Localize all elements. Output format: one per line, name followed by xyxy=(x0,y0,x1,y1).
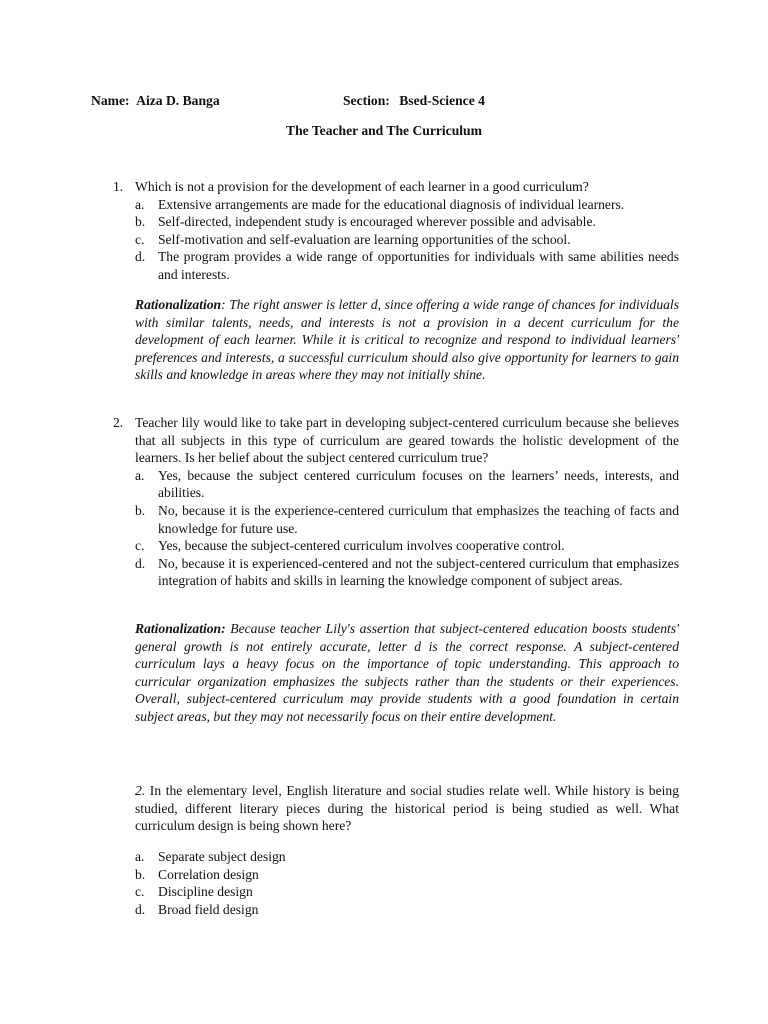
option-letter: d. xyxy=(135,901,146,917)
question-text: Teacher lily would like to take part in developing subject-centered curriculum because she believes that all subjects in this type of curriculum are geared towards the holistic development of the learners. Is her belief about the subject centered curriculum true? xyxy=(135,415,679,466)
option-letter: c. xyxy=(135,538,145,554)
option-a xyxy=(135,467,679,502)
section-label: Section: xyxy=(343,93,390,108)
name-label: Name: xyxy=(91,93,130,108)
rationale-label: Rationalization: xyxy=(135,621,226,636)
question-2 xyxy=(113,414,679,590)
option-d xyxy=(135,248,679,283)
option-text: Separate subject design xyxy=(158,849,286,864)
option-letter: c. xyxy=(135,884,145,900)
option-a xyxy=(135,848,535,866)
rationale-2 xyxy=(135,620,679,726)
option-text: Broad field design xyxy=(158,901,259,917)
option-letter: b. xyxy=(135,866,146,882)
question-number: 2. xyxy=(135,783,146,798)
option-text: Self-directed, independent study is encouraged wherever possible and advisable. xyxy=(158,214,596,230)
option-letter: d. xyxy=(135,555,146,571)
option-text: Yes, because the subject-centered curriculum involves cooperative control. xyxy=(158,538,565,554)
rationale-1 xyxy=(135,296,679,384)
rationale-label: Rationalization xyxy=(135,297,222,312)
document-title xyxy=(0,122,768,140)
option-letter: b. xyxy=(135,214,146,230)
option-letter: a. xyxy=(135,196,145,212)
question-3 xyxy=(135,782,679,835)
question-text: In the elementary level, English literature and social studies relate well. While history is being studied, different literary pieces during the historical period is being studied as well. What curriculum design is being shown here? xyxy=(135,783,679,834)
option-letter: a. xyxy=(135,467,145,483)
student-name-line xyxy=(91,92,220,110)
question-3-options xyxy=(135,848,535,918)
option-c xyxy=(135,231,679,249)
name-value: Aiza D. Banga xyxy=(136,93,220,108)
option-letter: b. xyxy=(135,502,146,518)
option-text: No, because it is the experience-centered curriculum that emphasizes the teaching of facts and knowledge for future use. xyxy=(158,502,679,536)
question-text: Which is not a provision for the development of each learner in a good curriculum? xyxy=(135,179,589,194)
option-b xyxy=(135,502,679,537)
section-line xyxy=(343,92,485,110)
option-text: Correlation design xyxy=(158,866,259,882)
document-title-text: The Teacher and The Curriculum xyxy=(286,123,482,138)
option-d xyxy=(135,555,679,590)
option-text: Discipline design xyxy=(158,884,253,900)
question-options xyxy=(135,196,679,284)
option-b xyxy=(135,213,679,231)
option-text: Self-motivation and self-evaluation are learning opportunities of the school. xyxy=(158,231,571,247)
question-1 xyxy=(113,178,679,284)
option-d xyxy=(135,901,535,919)
option-text: Extensive arrangements are made for the educational diagnosis of individual learners. xyxy=(158,196,625,212)
question-number: 2. xyxy=(113,415,124,430)
option-c xyxy=(135,537,679,555)
option-text: Yes, because the subject centered curriculum focuses on the learners’ needs, interests, and abilities. xyxy=(158,467,679,501)
question-number: 1. xyxy=(113,179,124,194)
option-letter: d. xyxy=(135,249,146,265)
rationale-text: Because teacher Lily's assertion that subject-centered education boosts students' general growth is not entirely accurate, letter d is the correct response. A subject-centered curriculum lays a heavy focus on the importance of topic understanding. This approach to curricular organization emphasizes the subjects rather than the students or their experiences. Overall, subject-centered curriculum may provide students with a good foundation in certain subject areas, but they may not necessarily focus on their entire development. xyxy=(135,621,679,724)
question-options xyxy=(135,467,679,590)
section-value: Bsed-Science 4 xyxy=(399,93,485,108)
option-text: No, because it is experienced-centered and not the subject-centered curriculum that emphasizes integration of habits and skills in learning the knowledge component of subject areas. xyxy=(158,555,679,589)
option-letter: a. xyxy=(135,849,145,864)
option-b xyxy=(135,866,535,884)
option-letter: c. xyxy=(135,231,145,247)
rationale-text: : The right answer is letter d, since offering a wide range of chances for individuals with similar talents, needs, and interests is not a provision in a decent curriculum for the development of each learner. While it is critical to recognize and respond to individual learners' preferences and interests, a successful curriculum should also give opportunity for learners to gain skills and knowledge in areas where they may not initially shine. xyxy=(135,297,679,383)
option-a xyxy=(135,196,679,214)
option-c xyxy=(135,883,535,901)
option-text: The program provides a wide range of opportunities for individuals with same abilities needs and interests. xyxy=(158,249,679,282)
